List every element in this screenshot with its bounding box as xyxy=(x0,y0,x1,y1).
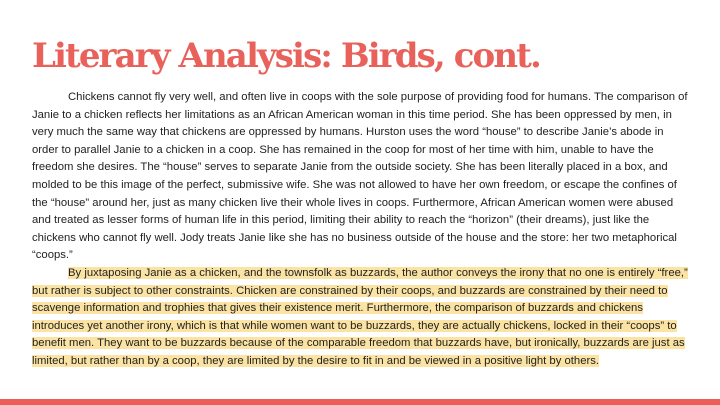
paragraph-buzzards-highlighted xyxy=(32,265,692,371)
paragraph-buzzards-text: By juxtaposing Janie as a chicken, and the townsfolk as buzzards, the author conveys the irony that no one is entirely “free,” but rather is subject to other constraints. Chicken are constrained by their coops, and buzzards are constrained by their need to scavenge information and trophies that gives their existence merit. Furthermore, the comparison of buzzards and chickens introduces yet another irony, which is that while women want to be buzzards, they are actually chickens, locked in their “coops” to benefit men. They want to be buzzards because of the comparable freedom that buzzards have, but ironically, buzzards are just as limited, but rather than by a coop, they are limited by the desire to fit in and be viewed in a positive light by others. xyxy=(32,266,688,367)
bottom-accent-bar xyxy=(0,399,720,405)
slide-title: Literary Analysis: Birds, cont. xyxy=(32,36,540,76)
paragraph-chickens xyxy=(32,89,692,265)
paragraph-chickens-text: Chickens cannot fly very well, and often live in coops with the sole purpose of providing food for humans. The comparison of Janie to a chicken reflects her limitations as an African American woman in this time period. She has been oppressed by men, in very much the same way that chickens are oppressed by humans. Hurston uses the word “house” to describe Janie’s abode in order to parallel Janie to a chicken in a coop. She has remained in the coop for most of her time with him, unable to have the freedom she desires. The “house” serves to separate Janie from the outside society. She has been literally placed in a box, and molded to be this image of the perfect, submissive wife. She was not allowed to have her own freedom, or escape the confines of the “house” around her, just as many chicken live their whole lives in coops. Furthermore, African American women were abused and treated as lesser forms of human life in this period, limiting their ability to reach the “horizon” (their dreams), just like the chickens who cannot fly well. Jody treats Janie like she has no business outside of the house and the store: her two metaphorical “coops.” xyxy=(32,91,688,262)
body-text xyxy=(32,89,692,371)
